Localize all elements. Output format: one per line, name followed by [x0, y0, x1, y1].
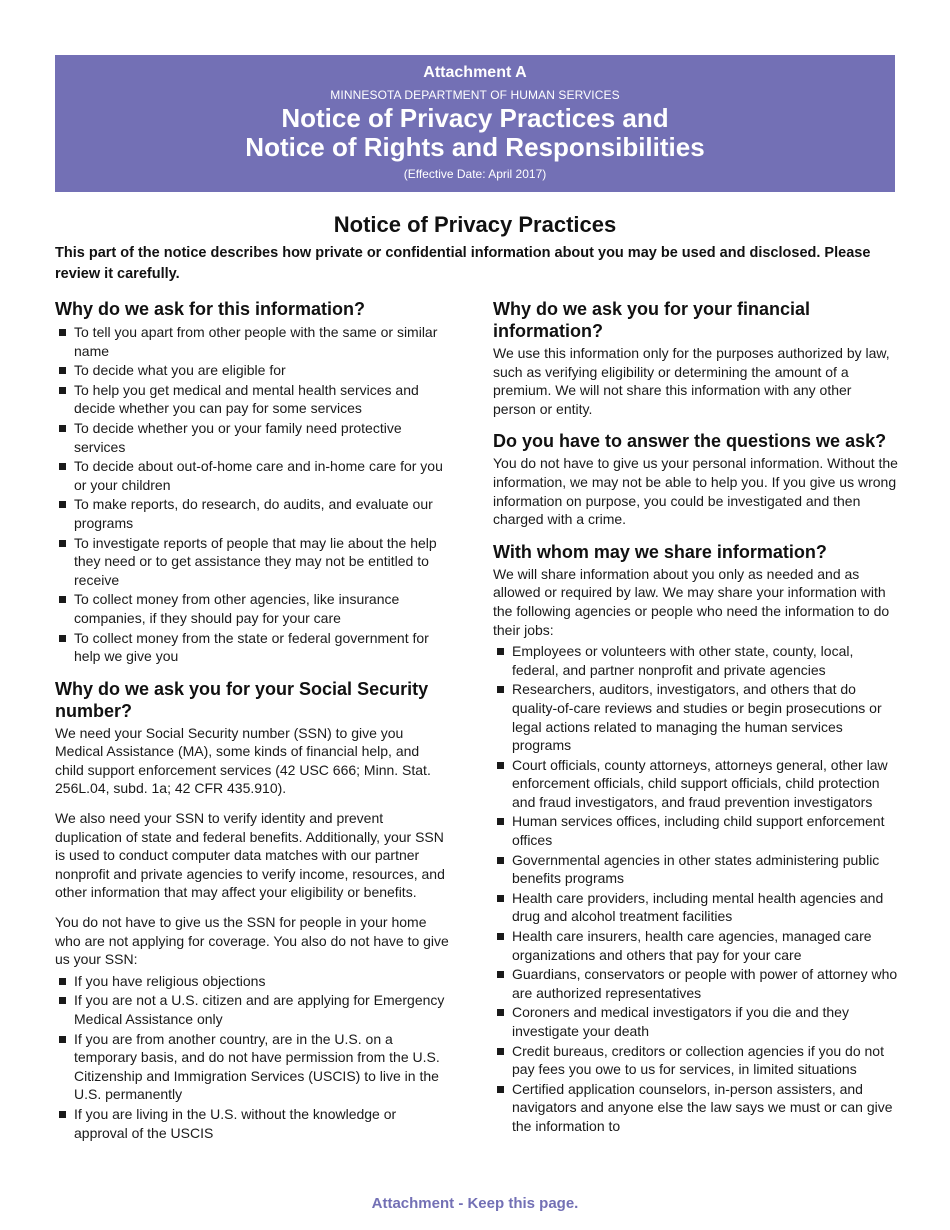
ssn-paragraph-3: You do not have to give us the SSN for people in your home who are not applying for coverage. You also do not have to give us your SSN: — [55, 914, 449, 968]
header-banner — [55, 55, 895, 192]
share-info-list — [493, 642, 898, 1135]
list-item: To collect money from other agencies, like insurance companies, if they should pay for your care — [55, 590, 450, 627]
section-heading-financial: Why do we ask you for your financial information? — [493, 299, 811, 341]
list-item: If you are from another country, are in the U.S. on a temporary basis, and do not have permission from the U.S. Citizenship and Immigration Services (USCIS) to live in the U.S. permanently — [55, 1030, 450, 1104]
financial-paragraph: We use this information only for the purposes authorized by law, such as verifying eligibility or determining the amount of a premium. We will not share this information with any other person or entity. — [493, 345, 890, 417]
list-item: To collect money from the state or federal government for help we give you — [55, 629, 450, 666]
ssn-paragraph-2: We also need your SSN to verify identity and prevent duplication of state and federal benefits. Additionally, your SSN is used to conduct computer data matches with our partner nonprofit and private agencies to verify income, resources, and other information that may affect your eligibility or benefits. — [55, 810, 445, 901]
intro-text: This part of the notice describes how private or confidential information about you may be used and disclosed. Please review it carefully. — [55, 245, 871, 282]
left-column — [55, 298, 450, 1143]
list-item: To help you get medical and mental health services and decide whether you can pay for some services — [55, 381, 450, 418]
notice-title-line1: Notice of Privacy Practices and — [281, 103, 669, 133]
attachment-label: Attachment A — [423, 64, 527, 81]
list-item: To tell you apart from other people with the same or similar name — [55, 323, 450, 360]
list-item: Human services offices, including child support enforcement offices — [493, 812, 898, 849]
list-item: Researchers, auditors, investigators, and others that do quality-of-care reviews and studies or begin prosecutions or legal actions related to managing the human services programs — [493, 680, 898, 754]
list-item: To decide whether you or your family need protective services — [55, 419, 450, 456]
answer-questions-paragraph: You do not have to give us your personal information. Without the information, we may not be able to help you. If you give us wrong information on purpose, you could be investigated and then charged with a crime. — [493, 455, 898, 528]
list-item: Employees or volunteers with other state, county, local, federal, and partner nonprofit and private agencies — [493, 642, 898, 679]
list-item: Coroners and medical investigators if you die and they investigate your death — [493, 1003, 898, 1040]
right-column — [493, 298, 898, 1137]
footer-note: Attachment - Keep this page. — [371, 1195, 579, 1212]
list-item: Health care providers, including mental health agencies and drug and alcohol treatment facilities — [493, 889, 898, 926]
list-item: Credit bureaus, creditors or collection agencies if you do not pay fees you owe to us for services, in limited situations — [493, 1042, 898, 1079]
list-item: Governmental agencies in other states administering public benefits programs — [493, 851, 898, 888]
department-name: MINNESOTA DEPARTMENT OF HUMAN SERVICES — [330, 88, 620, 102]
list-item: Health care insurers, health care agencies, managed care organizations and others that pay for your care — [493, 927, 898, 964]
section-heading-share-info: With whom may we share information? — [493, 541, 827, 562]
section-heading-ssn: Why do we ask you for your Social Security number? — [55, 678, 429, 721]
page-title: Notice of Privacy Practices — [333, 212, 617, 237]
why-info-list — [55, 323, 450, 666]
share-info-paragraph: We will share information about you only as needed and as allowed or required by law. We may share your information with the following agencies or people who need the information to do their jobs: — [493, 565, 890, 638]
list-item: To make reports, do research, do audits, and evaluate our programs — [55, 495, 450, 532]
ssn-paragraph-1: We need your Social Security number (SSN) to give you Medical Assistance (MA), some kinds of financial help, and child support enforcement services (42 USC 666; Minn. Stat. 256L.04, subd. 1a; 42 CFR 435.910). — [55, 724, 431, 797]
list-item: To decide what you are eligible for — [55, 361, 450, 380]
list-item: Guardians, conservators or people with power of attorney who are authorized representatives — [493, 965, 898, 1002]
list-item: To decide about out-of-home care and in-home care for you or your children — [55, 457, 450, 494]
notice-title-line2: Notice of Rights and Responsibilities — [245, 132, 705, 162]
effective-date: (Effective Date: April 2017) — [403, 167, 547, 181]
list-item: If you are living in the U.S. without the knowledge or approval of the USCIS — [55, 1105, 450, 1142]
list-item: Certified application counselors, in-person assisters, and navigators and anyone else the law says we must or can give the information to — [493, 1080, 898, 1136]
section-heading-why-info: Why do we ask for this information? — [55, 299, 366, 319]
section-heading-answer-questions: Do you have to answer the questions we ask? — [493, 431, 887, 452]
ssn-exceptions-list — [55, 972, 450, 1142]
list-item: If you are not a U.S. citizen and are applying for Emergency Medical Assistance only — [55, 991, 450, 1028]
list-item: If you have religious objections — [55, 972, 450, 991]
list-item: To investigate reports of people that may lie about the help they need or to get assistance they may not be entitled to receive — [55, 534, 450, 590]
list-item: Court officials, county attorneys, attorneys general, other law enforcement officials, child support officials, child protection and fraud investigators, and fraud prevention investigators — [493, 756, 898, 812]
